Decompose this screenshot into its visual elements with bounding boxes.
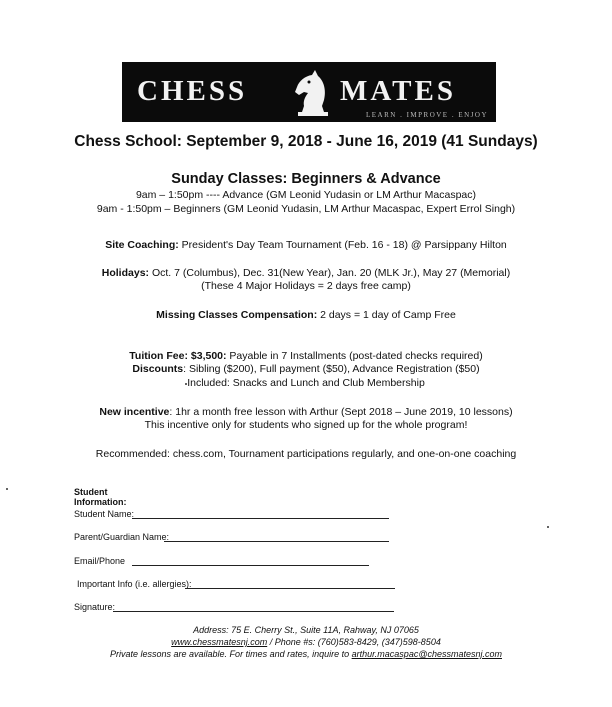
tuition-label: Tuition Fee: $3,500:: [129, 350, 227, 362]
tuition-text: Payable in 7 Installments (post-dated checks required): [226, 350, 483, 362]
included-line: Included: Snacks and Lunch and Club Membership: [187, 377, 425, 389]
parent-name-label: Parent/Guardian Name:: [74, 532, 170, 542]
signature-label: Signature:: [74, 602, 116, 612]
signature-field[interactable]: [113, 611, 394, 612]
scan-speck: [6, 488, 8, 490]
website-link[interactable]: www.chessmatesnj.com: [171, 637, 268, 647]
student-name-field[interactable]: [132, 518, 389, 519]
site-coaching-label: Site Coaching:: [105, 239, 179, 251]
sunday-classes-heading: Sunday Classes: Beginners & Advance: [171, 171, 441, 187]
chess-knight-icon: [288, 66, 338, 118]
email-phone-field[interactable]: [132, 565, 369, 566]
incentive-line: [0, 405, 612, 419]
missing-classes-line: [0, 308, 612, 322]
private-lessons-text: Private lessons are available. For times and rates, inquire to: [110, 649, 352, 659]
phone-numbers: / Phone #s: (760)583-8429, (347)598-8504: [267, 637, 441, 647]
recommended-line: Recommended: chess.com, Tournament participations regularly, and one-on-one coaching: [95, 448, 517, 460]
holidays-line: [0, 266, 612, 280]
discounts-label: Discounts: [132, 363, 184, 375]
logo-word-chess: CHESS: [137, 75, 248, 107]
footer-private-lessons: [0, 648, 612, 660]
page-title: Chess School: September 9, 2018 - June 16, 2019 (41 Sundays): [74, 133, 538, 150]
chessmates-logo-banner: [122, 62, 496, 122]
discounts-text: : Sibling ($200), Full payment ($50), Advance Registration ($50): [183, 363, 480, 375]
holidays-text: Oct. 7 (Columbus), Dec. 31(New Year), Jan. 20 (MLK Jr.), May 27 (Memorial): [149, 267, 511, 279]
footer-contact-line: [0, 636, 612, 648]
footer-address: Address: 75 E. Cherry St., Suite 11A, Rahway, NJ 07065: [193, 625, 419, 635]
tuition-line: [0, 349, 612, 363]
incentive-label: New incentive: [99, 406, 170, 418]
advance-schedule: 9am – 1:50pm ---- Advance (GM Leonid Yudasin or LM Arthur Macaspac): [135, 189, 477, 201]
student-name-label: Student Name:: [74, 509, 135, 519]
scan-speck: [547, 526, 549, 528]
site-coaching-text: President's Day Team Tournament (Feb. 16 - 18) @ Parsippany Hilton: [178, 239, 507, 251]
student-info-heading: Student Information:: [74, 487, 127, 507]
beginners-schedule: 9am - 1:50pm – Beginners (GM Leonid Yudasin, LM Arthur Macaspac, Expert Errol Singh): [96, 203, 516, 215]
scan-speck: [185, 383, 187, 385]
logo-tagline: LEARN . IMPROVE . ENJOY: [366, 111, 488, 119]
incentive-note: This incentive only for students who signed up for the whole program!: [144, 419, 468, 431]
discounts-line: [0, 362, 612, 376]
site-coaching-line: [0, 238, 612, 252]
missing-classes-text: 2 days = 1 day of Camp Free: [317, 309, 456, 321]
parent-name-field[interactable]: [164, 541, 389, 542]
important-info-label: Important Info (i.e. allergies):: [77, 579, 192, 589]
logo-word-mates: MATES: [340, 75, 456, 107]
holidays-label: Holidays:: [101, 267, 150, 279]
contact-email-link[interactable]: arthur.macaspac@chessmatesnj.com: [351, 649, 502, 659]
holidays-note: (These 4 Major Holidays = 2 days free camp): [201, 280, 411, 292]
email-phone-label: Email/Phone: [74, 556, 126, 566]
missing-classes-label: Missing Classes Compensation:: [156, 309, 318, 321]
incentive-text: : 1hr a month free lesson with Arthur (Sept 2018 – June 2019, 10 lessons): [169, 406, 513, 418]
important-info-field[interactable]: [185, 588, 395, 589]
